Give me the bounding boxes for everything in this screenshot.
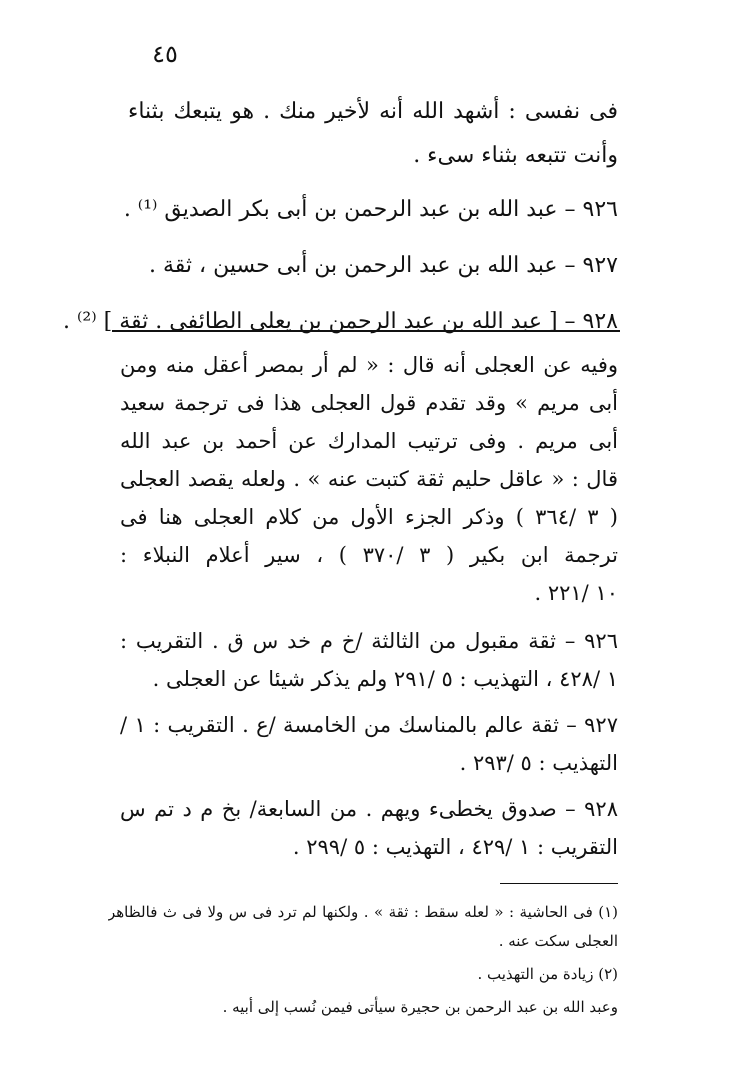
footnote-rule <box>500 883 618 884</box>
commentary-line: أبى مريم » وقد تقدم قول العجلى هذا فى ترجمة سعيد <box>120 391 618 415</box>
footnotes <box>108 898 618 1022</box>
main-line: فى نفسى : أشهد الله أنه لأخير منك . هو يتبعك بثناء <box>128 99 618 124</box>
note-line: ٩٢٧ – ثقة عالم بالمناسك من الخامسة /ع . التقريب : ١ / <box>120 713 618 737</box>
main-text <box>63 90 618 356</box>
footnote-line: وعبد الله بن عبد الرحمن بن حجيرة سيأتى فيمن نُسب إلى أبيه . <box>222 998 618 1016</box>
footnote-line: (١) فى الحاشية : « لعله سقط : ثقة » . ولكنها لم ترد فى س ولا فى ث فالظاهر <box>108 903 618 921</box>
entry-926: ٩٢٦ – عبد الله بن عبد الرحمن بن أبى بكر الصديق ⁽¹⁾ . <box>123 197 618 222</box>
entry-928: ٩٢٨ – [ عبد الله بن عبد الرحمن بن يعلى الطائفى . ثقة ] ⁽²⁾ . <box>63 309 618 334</box>
section-divider <box>112 330 620 332</box>
commentary-line: وفيه عن العجلى أنه قال : « لم أر بمصر أعقل منه ومن <box>120 353 618 377</box>
entry-927: ٩٢٧ – عبد الله بن عبد الرحمن بن أبى حسين ، ثقة . <box>149 253 618 278</box>
commentary-line: أبى مريم . وفى ترتيب المدارك عن أحمد بن عبد الله <box>120 429 618 453</box>
note-line: ٩٢٦ – ثقة مقبول من الثالثة /خ م خد س ق . التقريب : <box>120 629 618 653</box>
page-number: ٤٥ <box>152 40 178 68</box>
commentary-line: ١٠ /٢٢١ . <box>534 581 618 605</box>
commentary-line: ترجمة ابن بكير ( ٣ /٣٧٠ ) ، سير أعلام النبلاء : <box>120 543 618 567</box>
note-line: ٩٢٨ – صدوق يخطىء ويهم . من السابعة/ بخ م د تم س <box>120 797 618 821</box>
note-926 <box>120 622 618 698</box>
main-line: وأنت تتبعه بثناء سىء . <box>413 143 618 168</box>
commentary <box>120 346 618 612</box>
note-927 <box>120 706 618 782</box>
commentary-line: ( ٣ /٣٦٤ ) وذكر الجزء الأول من كلام العجلى هنا فى <box>120 505 618 529</box>
note-line: التهذيب : ٥ /٢٩٣ . <box>459 751 618 775</box>
footnote-line: العجلى سكت عنه . <box>498 932 618 950</box>
note-line: ١ /٤٢٨ ، التهذيب : ٥ /٢٩١ ولم يذكر شيئا عن العجلى . <box>152 667 618 691</box>
footnote-line: (٢) زيادة من التهذيب . <box>477 965 618 983</box>
note-928 <box>120 790 618 866</box>
narrator-notes <box>120 622 618 874</box>
note-line: التقريب : ١ /٤٢٩ ، التهذيب : ٥ /٢٩٩ . <box>292 835 618 859</box>
commentary-line: قال : « عاقل حليم ثقة كتبت عنه » . ولعله يقصد العجلى <box>120 467 618 491</box>
